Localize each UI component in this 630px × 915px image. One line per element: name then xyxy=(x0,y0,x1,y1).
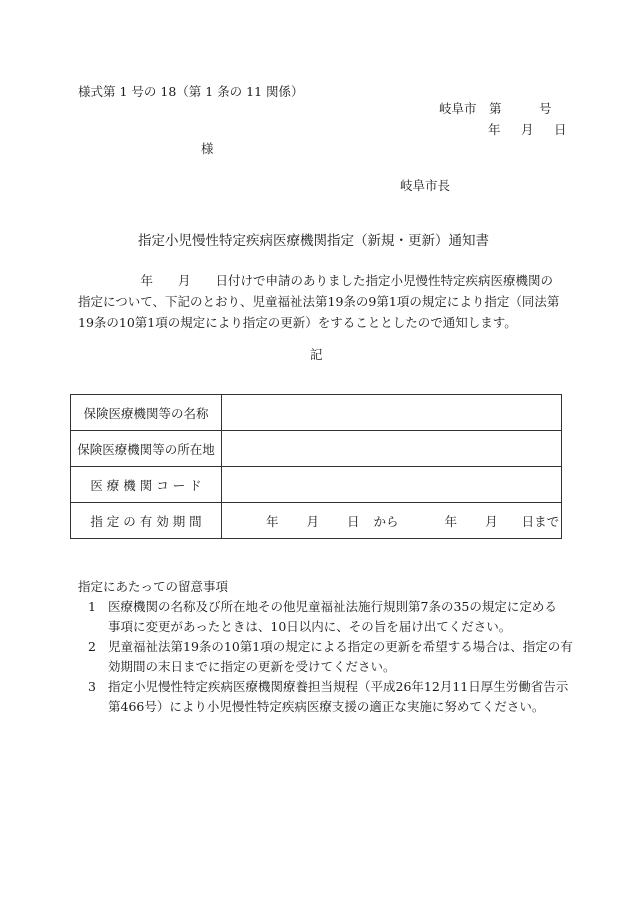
designation-table xyxy=(70,394,562,539)
period-from-day: 日 xyxy=(347,513,360,529)
note-item xyxy=(78,677,569,717)
table-row xyxy=(71,431,562,467)
body-paragraph xyxy=(78,270,558,333)
form-number: 様式第 1 号の 18（第 1 条の 11 関係） xyxy=(78,84,304,99)
body-line: 19条の10第1項の規定により指定の更新）をすることとしたので通知します。 xyxy=(78,315,517,330)
body-line: 指定について、下記のとおり、児童福祉法第19条の9第1項の規定により指定（同法第 xyxy=(78,294,560,309)
document-title: 指定小児慢性特定疾病医療機関指定（新規・更新）通知書 xyxy=(138,233,489,249)
note-number: 3 xyxy=(88,679,96,694)
table-row xyxy=(71,467,562,503)
note-item xyxy=(78,597,558,637)
period-from-month: 月 xyxy=(306,513,320,529)
note-line: 医療機関の名称及び所在地その他児童福祉法施行規則第7条の35の規定に定める xyxy=(108,599,557,614)
period-to-month: 月 xyxy=(485,513,498,529)
facility-name-value xyxy=(222,395,562,431)
note-line: 効期間の末日までに指定の更新を受けてください。 xyxy=(108,659,396,674)
period-from-word: から xyxy=(373,513,399,529)
validity-period-value xyxy=(222,503,562,539)
facility-address-label: 保険医療機関等の所在地 xyxy=(71,431,222,467)
note-line: 児童福祉法第19条の10第1項の規定による指定の更新を希望する場合は、指定の有 xyxy=(108,639,573,654)
facility-address-value xyxy=(222,431,562,467)
facility-name-label: 保険医療機関等の名称 xyxy=(71,395,222,431)
validity-period-label: 指 定 の 有 効 期 間 xyxy=(71,503,222,539)
document-number: 岐阜市 第 号 xyxy=(439,101,552,116)
note-line: 指定小児慢性特定疾病医療機関療養担当規程（平成26年12月11日厚生労働省告示 xyxy=(108,679,569,694)
table-row xyxy=(71,503,562,539)
period-from-year: 年 xyxy=(266,513,279,529)
notes-section xyxy=(78,577,573,717)
note-item xyxy=(78,637,573,677)
note-number: 1 xyxy=(88,599,96,614)
body-line: 年 月 日付けで申請のありました指定小児慢性特定疾病医療機関の xyxy=(78,273,554,288)
issue-date: 年 月 日 xyxy=(488,122,571,137)
sender-name: 岐阜市長 xyxy=(400,178,451,193)
period-to-day: 日まで xyxy=(521,513,560,529)
note-number: 2 xyxy=(88,639,96,654)
facility-code-label: 医 療 機 関 コ ー ド xyxy=(71,467,222,503)
notes-title: 指定にあたっての留意事項 xyxy=(78,579,229,594)
ki-heading: 記 xyxy=(310,347,323,362)
facility-code-value xyxy=(222,467,562,503)
table-row xyxy=(71,395,562,431)
note-line: 第466号）により小児慢性特定疾病医療支援の適正な実施に努めてください。 xyxy=(108,699,545,714)
note-line: 事項に変更があったときは、10日以内に、その旨を届け出てください。 xyxy=(108,619,512,634)
period-to-year: 年 xyxy=(444,513,458,529)
recipient-honorific: 様 xyxy=(201,141,214,156)
